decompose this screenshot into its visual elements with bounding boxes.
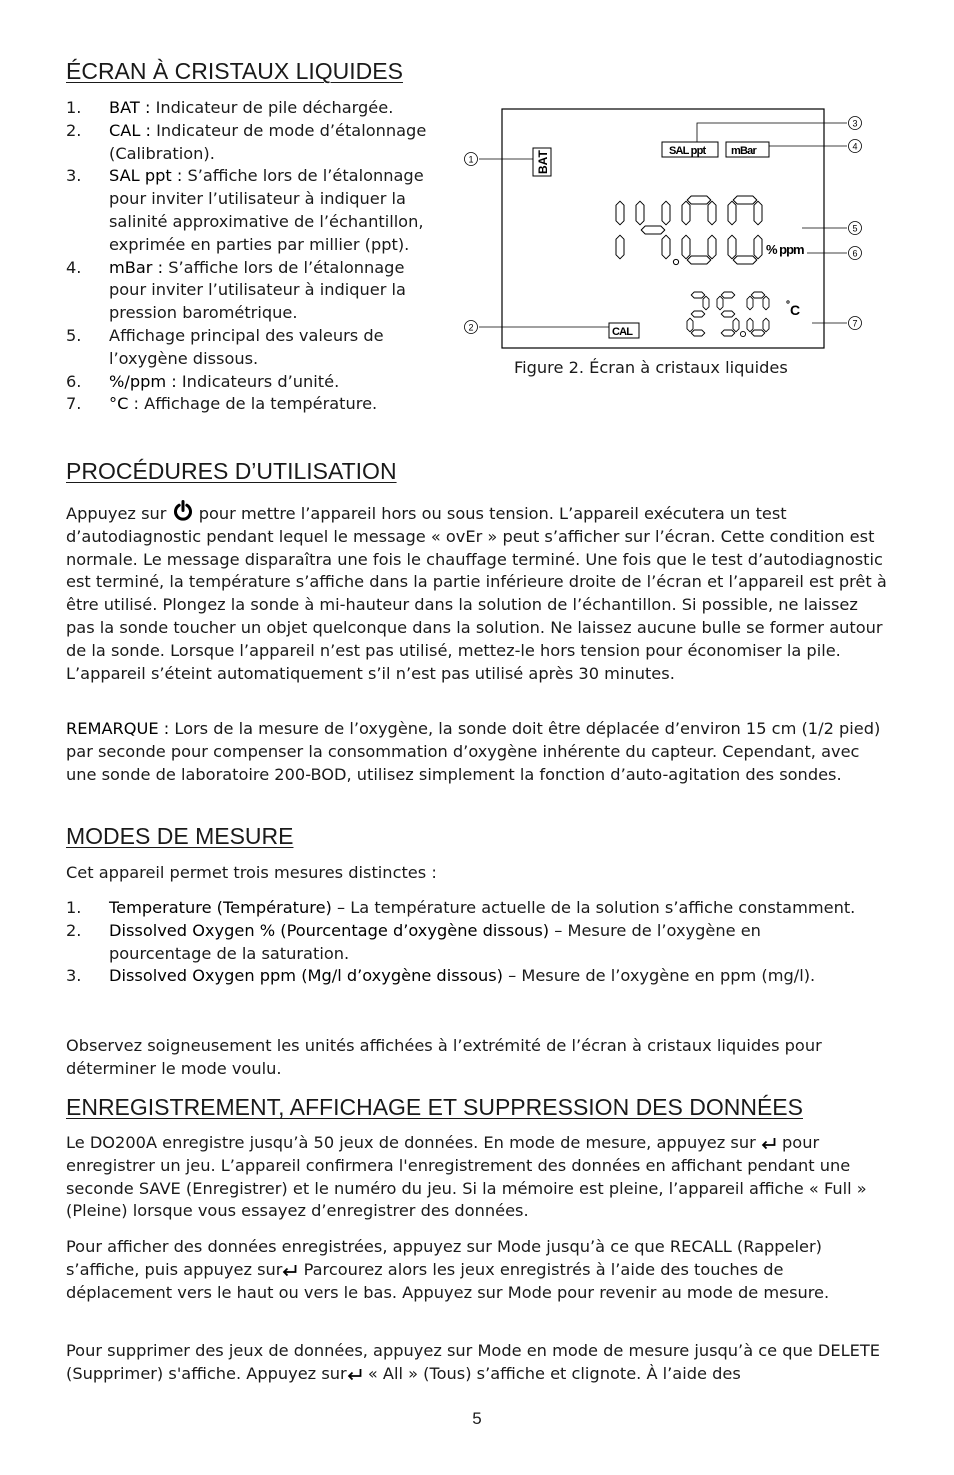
list-item — [66, 325, 446, 371]
record-paragraph-delete: Pour supprimer des jeux de données, appuyez sur Mode en mode de mesure jusqu’à ce que DELETE (Supprimer) s'affiche. Appuyez sur « All » (Tous) s’affiche et clignote. À l’aide des — [66, 1341, 880, 1383]
procedures-section-title: PROCÉDURES D’UTILISATION — [66, 458, 397, 484]
digit-segment — [708, 201, 716, 225]
record-paragraph-save: Le DO200A enregistre jusqu’à 50 jeux de données. En mode de mesure, appuyez sur pour enregistrer un jeu. L’appareil confirmera l'enregistrement des données en affichant pendant une seconde SAVE (Enregistrer) et le numéro du jeu. Si la mémoire est pleine, l’appareil affiche « Full » (Pleine) lorsque vous essayez d’enregistrer des données. — [66, 1133, 867, 1221]
item-term: Dissolved Oxygen ppm (Mg/l d’oxygène dissous) — [109, 966, 503, 986]
list-item — [66, 120, 446, 166]
enter-icon — [761, 1137, 777, 1151]
power-icon — [172, 500, 194, 522]
digit-segment — [662, 201, 670, 225]
digit-segment — [747, 296, 753, 310]
digit-segment — [703, 296, 709, 310]
digit-segment — [691, 330, 705, 336]
digit-segment — [687, 318, 693, 332]
digit-segment — [754, 201, 762, 225]
list-item — [66, 920, 866, 966]
procedure-paragraph: Appuyez sur pour mettre l’appareil hors ou sous tension. L’appareil exécutera un test d’autodiagnostic pendant lequel le message « ovEr » peut s’afficher sur l’écran. Cette condition est normale. Le message disparaîtra une fois le chauffage terminé. Une fois que le test d’autodiagnostic est terminé, la température s’affiche dans la partie inférieure droite de l’écran et l’appareil est prêt à être utilisé. Plongez la sonde à mi-hauteur dans la solution de l’échantillon. Si possible, ne laissez pas la sonde toucher un objet quelconque dans la solution. Ne laissez aucune bulle se former autour de la sonde. Lorsque l’appareil n’est pas utilisé, mettez-le hors tension pour économiser la pile. L’appareil s’éteint automatiquement s’il n’est pas utilisé après 30 minutes. — [66, 500, 891, 685]
callout-number: 2 — [468, 322, 474, 333]
item-term: °C — [109, 394, 129, 414]
cal-indicator: CAL — [612, 326, 633, 338]
modes-list — [66, 897, 866, 988]
degree-symbol — [787, 301, 789, 303]
item-text: – La température actuelle de la solution s’affiche constamment. — [331, 898, 856, 917]
item-text: Affichage principal des valeurs de l’oxygène dissous. — [109, 325, 384, 368]
note-label: REMARQUE : — [66, 719, 170, 738]
digit-segment — [682, 235, 690, 259]
digit-segment — [728, 201, 736, 225]
digit-segment — [721, 311, 735, 317]
lcd-section-title: ÉCRAN À CRISTAUX LIQUIDES — [66, 58, 403, 84]
digit-segment — [616, 201, 624, 225]
digit-segment — [691, 292, 705, 298]
digit-segment — [733, 256, 757, 264]
item-term: %/ppm : — [109, 371, 177, 391]
item-term: Temperature (Température) — [109, 898, 332, 917]
list-item — [66, 965, 866, 988]
digit-segment — [691, 311, 705, 317]
item-number: 2. — [66, 920, 82, 940]
item-number: 1. — [66, 98, 82, 117]
digit-segment — [721, 330, 735, 336]
item-number: 3. — [66, 166, 82, 186]
digit-segment — [751, 292, 765, 298]
sal-ppt-indicator: SAL ppt — [669, 145, 706, 157]
item-term: mBar : — [109, 257, 164, 277]
list-item — [66, 371, 446, 394]
item-text: S’affiche lors de l’étalonnage pour inviter l’utilisateur à indiquer la salinité approximative de l’échantillon, exprimée en parties par millier (ppt). — [109, 166, 424, 254]
callout-number: 6 — [852, 248, 858, 259]
item-text: – Mesure de l’oxygène en pourcentage de la saturation. — [109, 920, 761, 963]
records-section-title: ENREGISTREMENT, AFFICHAGE ET SUPPRESSION DES DONNÉES — [66, 1094, 803, 1120]
list-item — [66, 897, 866, 920]
callout-number: 1 — [468, 154, 474, 165]
item-text: : Affichage de la température. — [128, 394, 378, 414]
digit-segment — [717, 296, 723, 310]
digit-segment — [721, 292, 735, 298]
digit-segment — [754, 235, 762, 259]
lcd-figure — [462, 62, 872, 352]
digit-segment — [763, 318, 769, 332]
digit-segment — [687, 196, 711, 204]
item-text: S’affiche lors de l’étalonnage pour inviter l’utilisateur à indiquer la pression barométrique. — [109, 257, 406, 323]
enter-icon — [347, 1368, 363, 1382]
digit-segment — [751, 330, 765, 336]
digit-segment — [763, 296, 769, 310]
digit-segment — [662, 235, 670, 259]
digit-segment — [616, 235, 624, 259]
item-number: 6. — [66, 371, 82, 391]
decimal-point — [740, 331, 745, 336]
callout-number: 4 — [852, 141, 858, 152]
mbar-indicator: mBar — [731, 145, 756, 157]
item-number: 1. — [66, 898, 82, 917]
decimal-point — [673, 259, 678, 264]
modes-intro: Cet appareil permet trois mesures distinctes : — [66, 863, 437, 882]
enter-icon — [282, 1264, 298, 1278]
list-item — [66, 165, 446, 256]
item-number: 4. — [66, 257, 82, 277]
item-text: – Mesure de l’oxygène en ppm (mg/l). — [503, 966, 816, 986]
digit-segment — [733, 318, 739, 332]
callout-number: 7 — [852, 318, 858, 329]
list-item — [66, 257, 446, 325]
item-text: Indicateurs d’unité. — [176, 371, 340, 391]
record-paragraph-recall: Pour afficher des données enregistrées, appuyez sur Mode jusqu’à ce que RECALL (Rappeler) s’affiche, puis appuyez sur Parcourez alors les jeux enregistrés à l’aide des touches de déplacement vers le haut ou vers le bas. Appuyez sur Mode pour revenir au mode de mesure. — [66, 1237, 830, 1302]
callout-number: 3 — [852, 118, 858, 129]
digit-segment — [636, 201, 644, 225]
item-number: 3. — [66, 966, 82, 986]
digit-segment — [747, 318, 753, 332]
figure-caption: Figure 2. Écran à cristaux liquides — [514, 358, 788, 377]
digit-segment — [708, 235, 716, 259]
unit-indicator: % ppm — [766, 242, 804, 257]
item-number: 2. — [66, 120, 82, 140]
item-number: 7. — [66, 394, 82, 414]
digit-segment — [641, 226, 665, 234]
note-paragraph: REMARQUE : Lors de la mesure de l’oxygène, la sonde doit être déplacée d’environ 15 cm (1/2 pied) par seconde pour compenser la consommation d’oxygène inhérente du capteur. Cependant, avec une sonde de laboratoire 200-BOD, utilisez simplement la fonction d’auto-agitation des sondes. — [66, 719, 881, 784]
list-item — [66, 393, 446, 416]
main-oxygen-display — [616, 196, 762, 265]
item-term: BAT : — [109, 98, 151, 117]
item-text: Indicateur de mode d’étalonnage (Calibration). — [109, 120, 427, 163]
digit-segment — [682, 201, 690, 225]
digit-segment — [687, 256, 711, 264]
item-text: Indicateur de pile déchargée. — [150, 98, 394, 117]
page-number: 5 — [472, 1409, 482, 1428]
item-term: Dissolved Oxygen % (Pourcentage d’oxygène dissous) — [109, 920, 550, 940]
digit-segment — [733, 196, 757, 204]
lcd-indicator-list — [66, 97, 446, 416]
list-item — [66, 97, 446, 120]
callout-number: 5 — [852, 223, 858, 234]
callout-group — [465, 117, 862, 334]
digit-segment — [728, 235, 736, 259]
item-term: SAL ppt : — [109, 166, 183, 186]
bat-indicator: BAT — [536, 150, 550, 174]
item-number: 5. — [66, 325, 82, 345]
modes-outro: Observez soigneusement les unités affichées à l’extrémité de l’écran à cristaux liquides pour déterminer le mode voulu. — [66, 1036, 822, 1078]
temperature-display — [687, 292, 769, 337]
celsius-indicator: C — [790, 302, 801, 318]
item-term: CAL : — [109, 120, 151, 140]
modes-section-title: MODES DE MESURE — [66, 823, 294, 849]
